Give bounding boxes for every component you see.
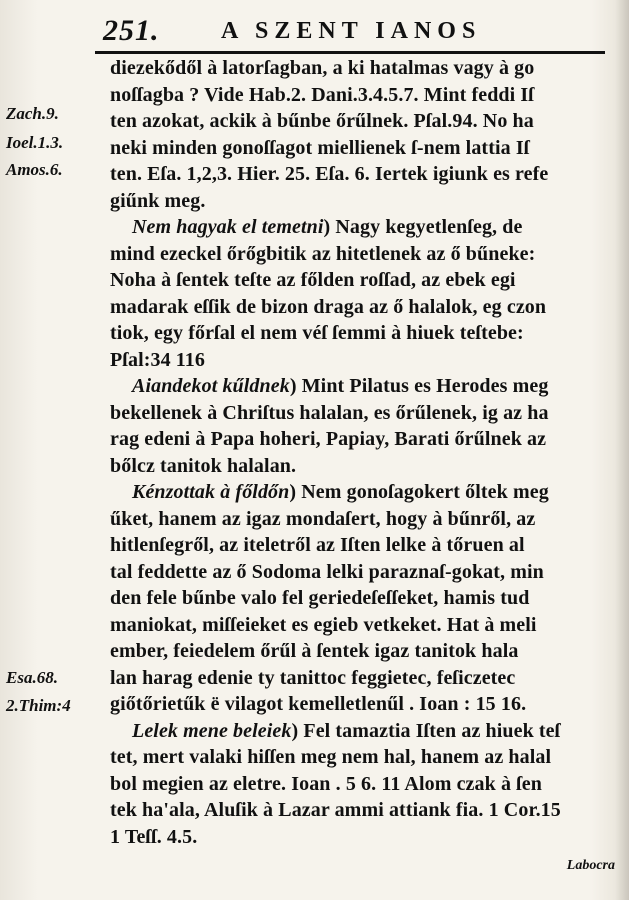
lemma: Aiandekot kűldnek <box>132 375 290 397</box>
line-text: ember, feiedelem őrűl à ſentek igaz tanitok hala <box>110 640 519 662</box>
header-rule <box>95 51 605 54</box>
line-text: giőtőrietűk ë vilagot kemelletlenűl . Ioan : 15 16. <box>110 693 527 715</box>
text-line <box>110 164 548 184</box>
lemma: Lelek mene beleiek <box>132 719 292 742</box>
text-line <box>110 800 561 820</box>
text-line <box>110 641 518 661</box>
margin-note: Amos.6. <box>6 160 63 179</box>
text-line <box>110 535 525 555</box>
text-line <box>110 747 551 767</box>
text-line <box>110 588 529 608</box>
line-text: madarak eſſik de bizon draga az ő halalok, eg czon <box>110 295 547 318</box>
line-text: maniokat, miſſeieket es egieb vetkeket. Hat à meli <box>110 613 537 636</box>
line-text: Pſal:34 116 <box>110 348 205 371</box>
lemma: Kénzottak à főldőn <box>132 481 290 503</box>
line-text: 1 Teſſ. 4.5. <box>110 825 198 848</box>
margin-notes <box>0 0 110 900</box>
line-text: tek ha'ala, Aluſik à Lazar ammi attiank fia. 1 Cor.15 <box>110 799 561 821</box>
line-text: rag edeni à Papa hoheri, Papiay, Barati őrűlnek az <box>110 428 547 450</box>
text-line <box>110 191 205 211</box>
page-number: 251. <box>103 14 160 47</box>
text-line <box>132 721 560 741</box>
line-text: lan harag edenie ty tanittoc feggietec, feſiczetec <box>110 666 516 689</box>
line-text: bol megien az eletre. Ioan . 5 6. 11 Alom czak à ſen <box>110 772 543 795</box>
text-line <box>110 429 546 449</box>
text-line <box>110 323 524 343</box>
line-text: ten azokat, ackik à bűnbe őrűlnek. Pſal.94. No ha <box>110 110 534 132</box>
margin-note: Zach.9. <box>6 104 59 123</box>
line-text: bőlcz tanitok halalan. <box>110 454 297 477</box>
margin-note: 2.Thim:4 <box>6 696 71 715</box>
text-line <box>110 403 549 423</box>
line-text: diezekődől à latorſagban, a ki hatalmas vagy à go <box>110 57 535 79</box>
margin-note: Ioel.1.3. <box>6 133 64 152</box>
text-line <box>132 376 548 396</box>
line-text: ) Mint Pilatus es Herodes meg <box>289 375 549 397</box>
lemma: Nem hagyak el temetni <box>132 216 324 238</box>
text-line <box>110 827 197 847</box>
text-line <box>110 244 535 264</box>
text-line <box>132 217 522 237</box>
line-text: tal feddette az ő Sodoma lelki paraznaſ-gokat, min <box>110 560 544 583</box>
catchword: Labocra <box>566 858 615 873</box>
line-text: ten. Eſa. 1,2,3. Hier. 25. Eſa. 6. Iertek igiunk es refe <box>110 163 549 185</box>
line-text: Noha à ſentek teſte az főlden roſſad, az ebek egi <box>110 269 516 291</box>
text-line <box>110 350 205 370</box>
line-text: bekellenek à Chriſtus halalan, es őrűlenek, ig az ha <box>110 401 549 424</box>
line-text: giűnk meg. <box>110 189 206 212</box>
line-text: mind ezeckel őrőgbitik az hitetlenek az ő bűneke: <box>110 242 536 265</box>
line-text: noſſagba ? Vide Hab.2. Dani.3.4.5.7. Mint feddi Iſ <box>110 83 534 106</box>
text-line <box>110 615 537 635</box>
text-line <box>110 694 526 714</box>
text-line <box>110 111 534 131</box>
text-line <box>110 58 534 78</box>
page-header <box>95 14 595 50</box>
text-line <box>110 668 515 688</box>
margin-note: Esa.68. <box>6 668 58 687</box>
text-line <box>110 138 529 158</box>
line-text: űket, hanem az igaz mondaſert, hogy à bűnről, az <box>110 507 536 530</box>
page-edge <box>615 0 629 900</box>
line-text: ) Nagy kegyetlenſeg, de <box>323 216 523 238</box>
running-title: A SZENT IANOS <box>221 18 482 44</box>
text-line <box>132 482 549 502</box>
text-line <box>110 774 542 794</box>
line-text: ) Fel tamaztia Iſten az hiuek teſ <box>291 719 561 742</box>
text-line <box>110 85 534 105</box>
line-text: tiok, egy főrſal el nem véſ ſemmi à hiuek teſtebe: <box>110 322 524 344</box>
line-text: neki minden gonoſſagot miellienek ſ-nem lattia Iſ <box>110 136 530 159</box>
line-text: tet, mert valaki hiſſen meg nem hal, hanem az halal <box>110 746 552 768</box>
line-text: hitlenſegről, az iteletről az Iſten lelke à tőruen al <box>110 534 525 556</box>
text-line <box>110 509 535 529</box>
line-text: den fele bűnbe valo fel geriedeſeſſeket, hamis tud <box>110 587 530 609</box>
text-line <box>110 270 516 290</box>
text-line <box>110 297 546 317</box>
text-line <box>110 456 296 476</box>
line-text: ) Nem gonoſagokert őltek meg <box>289 481 549 503</box>
text-line <box>110 562 544 582</box>
